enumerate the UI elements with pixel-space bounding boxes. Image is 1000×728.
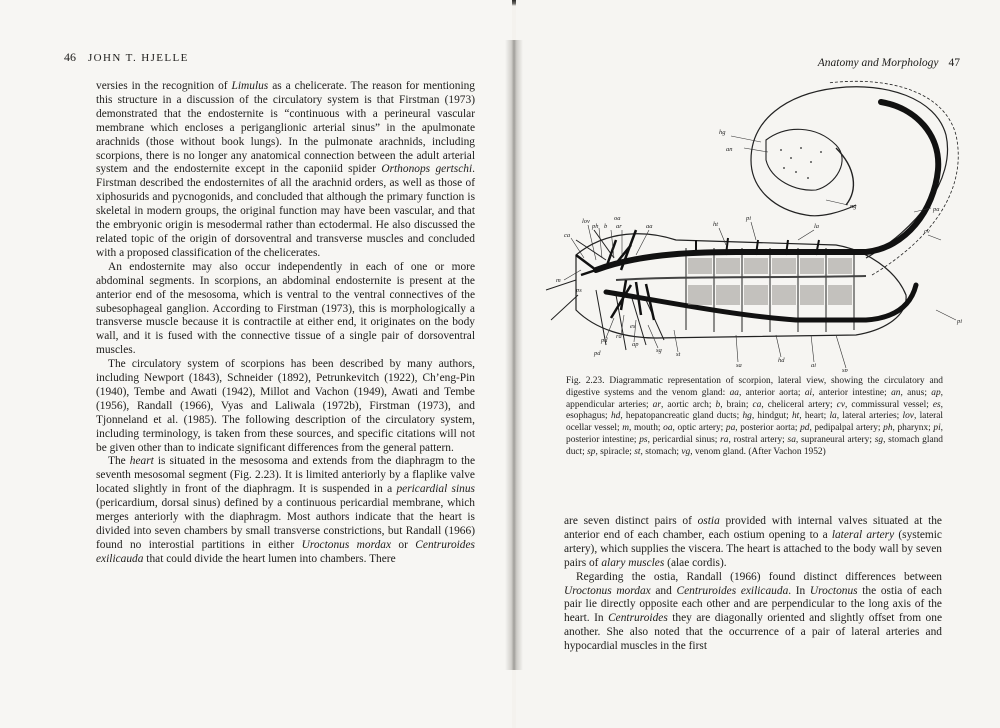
intestine [616,276,866,280]
label-sa: sa [736,362,742,369]
text-run: , appendicular arteries; [566,387,943,410]
label-ap: ap [632,341,639,348]
italic-term: Centruroides exilicauda [676,584,789,597]
italic-term: ostia [697,515,720,527]
label-pa: pa [933,206,940,213]
italic-term: sp [587,446,596,457]
label-ca: ca [564,232,571,239]
italic-term: an [891,387,901,398]
paragraph [96,261,475,358]
label-cv: cv [924,228,930,235]
italic-term: lov [902,411,914,422]
text-run: (alae cordis). [664,556,727,569]
text-run: , hepatopancreatic gland ducts; [620,411,743,422]
text-run: , stomach; [640,446,682,457]
italic-term: Centruroides [608,612,668,625]
left-body-text [96,80,475,567]
italic-term: vg [681,446,691,457]
text-run: are seven distinct pairs of [564,515,698,527]
text-run: , pericardial sinus; [647,434,721,445]
italic-term: Uroctonus mordax [301,538,392,551]
page-number-left: 46 [64,50,76,64]
heart-vessel [596,102,938,270]
venom-aculeus [836,148,853,205]
italic-term: Limulus [231,80,269,92]
label-pd: pd [601,337,608,344]
label-ng: ng [850,203,857,210]
label-la: la [814,223,820,230]
text-run: , brain; [720,399,753,410]
italic-term: ph [883,423,893,433]
italic-term: sg [874,434,884,445]
figure-scorpion-diagram [536,80,966,372]
text-run: , pedipalpal artery; [809,423,884,433]
italic-term: es [932,399,941,410]
label-pi: pi [957,318,963,325]
label-ai: ai [811,362,817,369]
italic-term: pa [725,423,736,433]
text-run: , posterior aorta; [735,423,801,433]
label-ar: ar [616,223,622,230]
text-run: (pericardium, dorsal sinus) defined by a continuous pericardial membrane, which merges anteriorly with the diaphragm. Most authors indicate that the heart is divided into seven chambers by small transverse constrictions, but Randall (1966) found no interostial partitions in either [96,497,475,551]
italic-term: cv [836,399,845,410]
italic-term: lateral artery [831,528,895,541]
italic-term: la [829,411,837,422]
scorpion-diagram-svg [536,80,966,372]
paragraph [96,358,475,455]
italic-term: ht [791,411,800,422]
text-run: , supraneural artery; [795,434,875,445]
italic-term: aa [729,387,739,398]
text-run: , commissural vessel; [844,399,933,410]
italic-term: sa [787,434,796,445]
italic-term: ai [804,387,813,398]
paragraph [96,455,475,566]
text-run: that could divide the heart lumen into chambers. There [143,552,396,565]
text-run: , posterior intestine; [566,423,944,445]
text-run: , pharynx; [892,423,934,433]
running-head-right [818,57,960,69]
text-run: The circulatory system of scorpions has been described by many authors, including Newport (1843), Schneider (1892), Petrunkevitch (1922), Ch’eng-Pin (1940), Tembe and Awati (1942), Millot and Vachon (1949), Awati and Tembe (1956), Randall (1966), Vyas and Laliwala (1972b), Firstman (1973), and Tjonneland et al. (1985). The following description of the circulatory system, including terminology, is taken from these sources, and specific citations will not be given other than to indicate significant differences from the general pattern. [96,358,475,454]
label-ph: ph [592,223,599,230]
text-run: Regarding the ostia, Randall (1966) found distinct differences between [576,570,942,583]
text-run: , lateral arteries; [836,411,903,422]
text-run: as a chelicerate. The reason for mentioning this structure in a discussion of the circulatory system is that Firstman (1973) demonstrated that the endosternite is “continuous with a perineural vascular membrane which encloses a periganglionic arterial sinus” in the apulmonate arachnids (those without book lungs). In the pulmonate arachnids, including scorpions, there is no longer any anatomical connection between the adult arterial system and the endosternite except in the caponiid spider [96,80,476,176]
text-run: . Firstman described the endosternites of all the arachnid orders, as well as those of xiphosurids and pycnogonids, and concluded that although the primary function is skeletal in modern groups, the original function may have been vascular, and that the embryonic origin is mesodermal rather than ectodermal. He also discussed the related topic of the origin of dorsoventral and transverse muscles and concluded with a proposed classification of the chelicerates. [96,163,475,259]
text-run: Fig. 2.23. Diagrammatic representation of scorpion, lateral view, showing the circulatory and digestive systems and the venom gland: [566,376,943,398]
text-run: , optic artery; [672,423,726,433]
running-head-title: Anatomy and Morphology [817,57,939,69]
italic-term: ar [652,399,661,410]
venom-gland-stipple [780,147,822,179]
label-b: b [604,223,608,230]
right-body-text [564,515,942,654]
figure-caption [566,376,943,458]
italic-term: Centruroides exilicauda [96,538,475,565]
text-run: , stomach gland duct; [566,434,943,457]
running-head-left [64,50,189,65]
text-run: the ostia of each pair lie directly opposite each other and are perpendicular to the long axis of the heart. In [564,584,942,625]
label-m: m [556,277,561,284]
italic-term: alary muscles [601,556,665,569]
text-run: is situated in the mesosoma and extends from the diaphragm to the seventh mesosomal segment (Fig. 2.23). It is limited anteriorly by a flaplike valve located slightly in front of the diaphragm. It is suspended in a [96,455,475,496]
italic-term: ca [752,399,762,410]
running-head-author: JOHN T. HJELLE [88,52,189,64]
italic-term: hd [610,411,621,422]
italic-term: hg [742,411,752,422]
italic-term: b [715,399,721,410]
label-lov: lov [582,218,590,225]
text-run: or [391,538,416,551]
text-run: , venom gland. (After Vachon 1952) [690,446,826,457]
label-ra: ra [616,333,622,340]
italic-term: Orthonops gertschi [381,163,473,176]
label-hg: hg [719,129,726,136]
italic-term: oa [663,423,673,433]
text-run: , lateral ocellar vessel; [566,411,943,433]
paragraph [564,571,942,654]
italic-term: Uroctonus [809,584,858,597]
tail-outline [751,87,948,258]
label-ht: ht [713,221,719,228]
text-run: they are diagonally oriented and slightly offset from one another. She also noted that the occurrence of a pair of lateral arteries and hypocardial muscles in the first [564,612,942,653]
italic-term: pericardial sinus [396,483,475,496]
italic-term: ra [720,434,729,445]
italic-term: heart [129,455,154,468]
text-run: , heart; [799,411,830,422]
text-run: versies in the recognition of [96,80,232,92]
label-aa: aa [646,223,653,230]
text-run: , spiracle; [595,446,635,457]
italic-term: st [634,446,641,457]
label-pd-lower: pd [594,350,601,357]
italic-term: m [622,423,630,433]
page-number-right: 47 [948,57,960,69]
label-es: es [630,323,636,330]
text-run: , rostral artery; [728,434,788,445]
text-run: , anterior intestine; [812,387,892,398]
italic-term: pi [933,423,941,433]
text-run: , esophagus; [566,399,943,422]
label-an: an [726,146,733,153]
label-st: st [676,351,681,358]
italic-term: ps [639,434,648,445]
text-run: , hindgut; [751,411,792,422]
italic-term: pd [800,423,810,433]
italic-term: Uroctonus mordax [564,584,651,597]
label-pi-upper: pi [746,215,752,222]
text-run: The [108,455,130,468]
text-run: (systemic artery), which supplies the viscera. The heart is attached to the body wall by seven pairs of [564,528,942,569]
text-run: , cheliceral artery; [761,399,837,410]
text-run: provided with internal valves situated at the anterior end of each chamber, each ostium opening to a [564,515,942,541]
paragraph [96,80,475,261]
label-oa: oa [614,215,621,222]
text-run: , anus; [900,387,932,398]
text-run: . In [788,584,810,597]
text-run: , aortic arch; [661,399,716,410]
text-run: , anterior aorta; [738,387,805,398]
italic-term: ap [931,387,941,398]
text-run: and [650,584,677,597]
text-run: An endosternite may also occur independently in each of one or more abdominal segments. In scorpions, an abdominal endosternite is present at the anterior end of the mesosoma, which is ventral to the ventral connectives of the subesophageal ganglion. According to Firstman (1973), this is morphologically a transverse muscle because it is contractile at either end, it originates on the body wall, and it is fused with the connective tissue of a single pair of dorsoventral muscles. [96,260,475,357]
venom-gland [766,129,842,190]
label-ps: ps [576,287,582,294]
label-sg: sg [656,347,662,354]
text-run: , mouth; [629,423,664,433]
paragraph [564,515,942,571]
book-gutter [505,40,523,670]
label-hd: hd [778,357,785,364]
label-sp: sp [842,367,848,372]
